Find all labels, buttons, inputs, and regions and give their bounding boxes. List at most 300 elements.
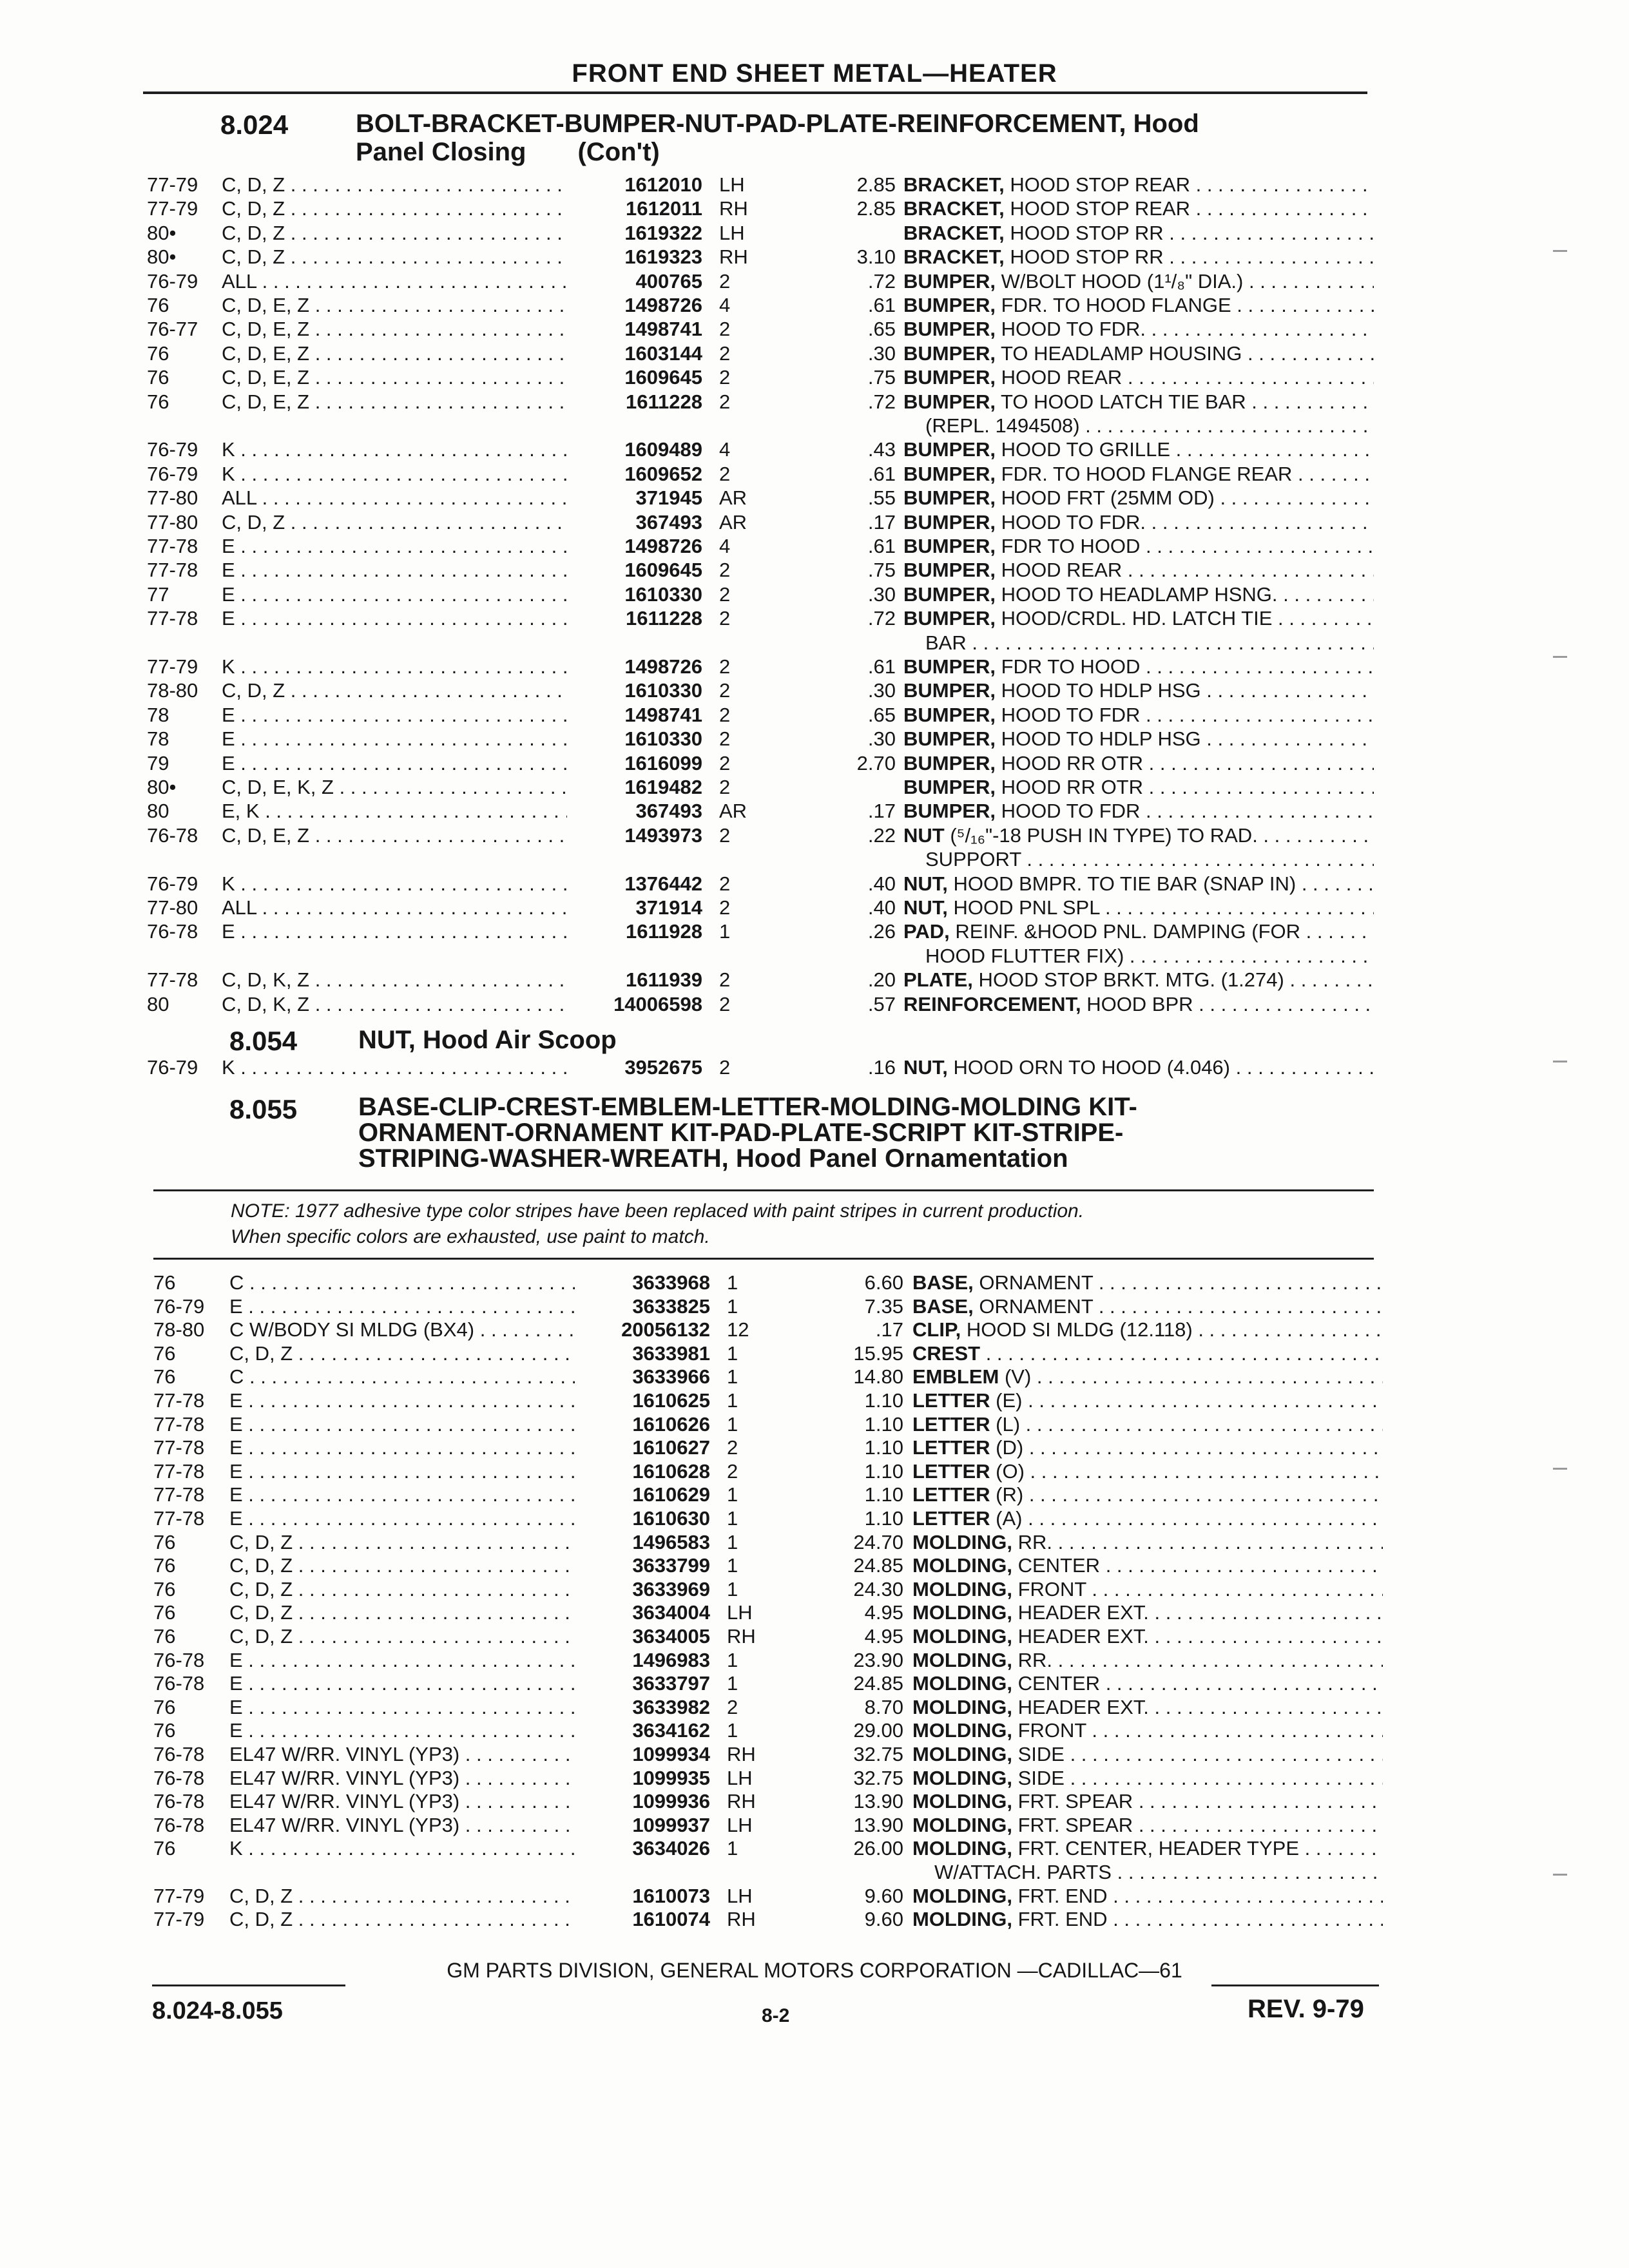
year-cell: 76-78: [147, 823, 198, 847]
description-cell: [903, 896, 1374, 919]
table-row: [0, 486, 1629, 510]
part-number-cell: 1610627: [632, 1436, 710, 1459]
part-number-cell: 1610628: [632, 1459, 710, 1483]
description-text: [980, 1342, 1383, 1365]
description-keyword: BUMPER,: [903, 318, 996, 341]
description-cell: [912, 1318, 1383, 1341]
table-row: [0, 727, 1629, 751]
description-keyword: BUMPER,: [903, 486, 996, 510]
price-cell: .20: [867, 968, 896, 992]
description-text: TO HOOD LATCH TIE BAR . . .: [996, 390, 1374, 413]
price-cell: .40: [867, 872, 896, 895]
models-cell: E . . .: [229, 1506, 575, 1530]
description-keyword: BUMPER,: [903, 607, 996, 630]
part-number-cell: 1603144: [624, 341, 702, 365]
models-cell: C, D, Z . . .: [229, 1577, 575, 1601]
description-text: FDR TO HOOD . . .: [996, 535, 1374, 557]
price-cell: 1.10: [864, 1436, 903, 1459]
description-text: (⁵/₁₆"-18 PUSH IN TYPE) TO RAD. . . .: [945, 824, 1374, 847]
quantity-cell: AR: [719, 800, 747, 823]
table-row: [0, 1742, 1629, 1766]
part-number-cell: 3633966: [632, 1365, 710, 1389]
models-cell: C, D, E, Z . . .: [222, 390, 567, 414]
quantity-cell: RH: [719, 197, 748, 220]
price-cell: 14.80: [853, 1365, 903, 1389]
price-cell: .40: [867, 896, 896, 919]
table-row: [0, 582, 1629, 606]
description-cell: [903, 823, 1374, 847]
description-keyword: BUMPER,: [903, 679, 996, 702]
price-cell: 4.95: [864, 1601, 903, 1624]
price-cell: .17: [867, 800, 896, 823]
description-text: ORNAMENT . . .: [974, 1295, 1383, 1318]
price-cell: 32.75: [853, 1766, 903, 1789]
page-header-title: FRONT END SHEET METAL—HEATER: [572, 59, 1057, 88]
description-keyword: REINFORCEMENT,: [903, 992, 1081, 1015]
description-text: SIDE . . .: [1012, 1767, 1383, 1789]
scan-mark: [1553, 1468, 1567, 1470]
table-row: [0, 1577, 1629, 1601]
quantity-cell: 2: [719, 318, 731, 341]
quantity-cell: 1: [727, 1530, 738, 1553]
table-row: [0, 1624, 1629, 1648]
part-number-cell: 1611228: [626, 607, 702, 630]
description-text: HOOD ORN TO HOOD (4.046) . . .: [948, 1056, 1374, 1079]
quantity-cell: 2: [727, 1436, 738, 1459]
price-cell: 24.85: [853, 1554, 903, 1577]
year-cell: 78-80: [153, 1318, 205, 1341]
quantity-cell: 2: [719, 992, 731, 1015]
table-row: [0, 317, 1629, 341]
quantity-cell: 2: [719, 341, 731, 365]
table-row: [0, 365, 1629, 389]
description-cell: [925, 631, 1374, 655]
description-cell: [903, 1055, 1374, 1079]
note-line: When specific colors are exhausted, use paint to match.: [231, 1226, 710, 1247]
description-text: REINF. &HOOD PNL. DAMPING (FOR . . .: [950, 920, 1374, 943]
description-text: HOOD PNL SPL . . .: [948, 896, 1374, 919]
models-cell: C W/BODY SI MLDG (BX4) . . .: [229, 1318, 575, 1341]
description-text: HOOD/CRDL. HD. LATCH TIE . . .: [996, 607, 1374, 629]
price-cell: .43: [867, 438, 896, 461]
models-cell: ALL . . .: [222, 486, 567, 510]
scan-mark: [1553, 656, 1567, 658]
quantity-cell: LH: [727, 1884, 753, 1907]
description-cell: [912, 1483, 1383, 1506]
description-cell: [912, 1624, 1383, 1648]
part-number-cell: 14006598: [613, 992, 702, 1015]
table-row: [0, 847, 1629, 871]
description-cell: [903, 678, 1374, 702]
quantity-cell: 2: [719, 1056, 731, 1079]
table-row: [0, 703, 1629, 727]
year-cell: 77-78: [153, 1483, 205, 1506]
year-cell: 76-78: [153, 1766, 205, 1789]
description-keyword: NUT,: [903, 1056, 948, 1079]
description-keyword: CREST: [912, 1341, 981, 1365]
year-cell: 76: [153, 1625, 176, 1648]
price-cell: 13.90: [853, 1813, 903, 1836]
description-keyword: BUMPER,: [903, 582, 996, 606]
part-number-cell: 3633797: [632, 1672, 710, 1695]
footer-rule-left: [152, 1984, 345, 1986]
description-text: FRONT . . .: [1012, 1578, 1383, 1600]
table-row: [0, 1483, 1629, 1506]
description-keyword: MOLDING,: [912, 1648, 1012, 1671]
models-cell: E . . .: [229, 1436, 575, 1459]
description-cell: [903, 703, 1374, 727]
description-cell: [912, 1459, 1383, 1483]
part-number-cell: 1498726: [624, 655, 702, 678]
description-text: FRT. END . . .: [1012, 1885, 1383, 1907]
quantity-cell: LH: [719, 173, 745, 196]
year-cell: 77-78: [153, 1507, 205, 1530]
description-text: HOOD TO HDLP HSG . . .: [996, 727, 1374, 750]
part-number-cell: 1376442: [624, 872, 702, 895]
description-cell: [912, 1671, 1383, 1695]
description-text: HOOD RR OTR . . .: [996, 752, 1374, 774]
quantity-cell: 4: [719, 294, 731, 316]
table-row: [0, 197, 1629, 220]
description-keyword: LETTER: [912, 1389, 990, 1412]
price-cell: .72: [867, 607, 896, 630]
quantity-cell: 1: [727, 1389, 738, 1412]
description-cell: [912, 1341, 1383, 1365]
price-cell: 23.90: [853, 1648, 903, 1671]
models-cell: K . . .: [222, 872, 567, 896]
description-text: FRT. CENTER, HEADER TYPE . . .: [1012, 1837, 1383, 1860]
quantity-cell: 2: [719, 366, 731, 389]
description-cell: [903, 534, 1374, 558]
quantity-cell: 1: [727, 1271, 738, 1294]
description-text: HOOD BPR . . .: [1081, 993, 1374, 1015]
description-cell: [925, 847, 1374, 871]
description-keyword: MOLDING,: [912, 1790, 1012, 1813]
part-number-cell: 1611928: [626, 920, 702, 943]
description-cell: [903, 462, 1374, 486]
price-cell: .17: [875, 1318, 903, 1341]
quantity-cell: RH: [719, 245, 748, 269]
table-row: [0, 1766, 1629, 1790]
footer-revision: REV. 9-79: [1248, 1995, 1364, 2023]
description-cell: [903, 437, 1374, 461]
table-row: [0, 1789, 1629, 1813]
description-cell: [903, 510, 1374, 534]
quantity-cell: 1: [727, 1412, 738, 1436]
table-row: [0, 510, 1629, 534]
table-row: [0, 462, 1629, 486]
table-row: [0, 1436, 1629, 1459]
price-cell: 9.60: [864, 1908, 903, 1931]
models-cell: E . . .: [229, 1483, 575, 1506]
part-number-cell: 1610330: [624, 679, 702, 702]
part-number-cell: 1099935: [632, 1766, 710, 1789]
description-cell: [912, 1600, 1383, 1624]
table-row: [0, 1600, 1629, 1624]
description-cell: [903, 173, 1374, 197]
description-cell: [912, 1718, 1383, 1742]
table-row: [0, 896, 1629, 919]
description-keyword: BUMPER,: [903, 800, 996, 823]
description-text: HOOD RR OTR . . .: [996, 776, 1374, 798]
year-cell: 76: [153, 1365, 176, 1389]
year-cell: 76-79: [147, 872, 198, 895]
quantity-cell: 1: [719, 920, 731, 943]
quantity-cell: 2: [719, 872, 731, 895]
description-keyword: NUT,: [903, 896, 948, 919]
year-cell: 76: [153, 1577, 176, 1600]
price-cell: 24.30: [853, 1577, 903, 1600]
description-cell: [903, 775, 1374, 799]
price-cell: .65: [867, 703, 896, 726]
year-cell: 76: [147, 341, 169, 365]
price-cell: .61: [867, 294, 896, 316]
models-cell: E . . .: [222, 751, 567, 775]
price-cell: 1.10: [864, 1459, 903, 1483]
year-cell: 76: [153, 1837, 176, 1860]
price-cell: 8.70: [864, 1695, 903, 1718]
price-cell: 2.85: [856, 197, 896, 220]
year-cell: 76-79: [147, 269, 198, 293]
description-text: HOOD STOP REAR . . .: [1005, 173, 1374, 196]
year-cell: 76-78: [153, 1672, 205, 1695]
table-row: [0, 390, 1629, 414]
description-text: FRT. END . . .: [1012, 1908, 1383, 1930]
section-title-line: BASE-CLIP-CREST-EMBLEM-LETTER-MOLDING-MOLDING KIT-: [358, 1093, 1137, 1121]
part-number-cell: 1498741: [624, 318, 702, 341]
part-number-cell: 3633982: [632, 1695, 710, 1718]
description-keyword: LETTER: [912, 1507, 990, 1530]
description-keyword: BUMPER,: [903, 776, 996, 798]
description-cell: [912, 1530, 1383, 1554]
part-number-cell: 3633969: [632, 1577, 710, 1600]
description-cell: [912, 1389, 1383, 1412]
models-cell: C, D, Z . . .: [229, 1341, 575, 1365]
description-text: HOOD TO HDLP HSG . . .: [996, 679, 1374, 702]
models-cell: C, D, K, Z . . .: [222, 968, 567, 992]
quantity-cell: 2: [719, 390, 731, 413]
models-cell: E . . .: [229, 1671, 575, 1695]
description-text: W/ATTACH. PARTS . . .: [934, 1861, 1383, 1883]
part-number-cell: 367493: [635, 800, 702, 823]
year-cell: 76: [153, 1530, 176, 1553]
description-cell: [912, 1365, 1383, 1389]
description-cell: [903, 655, 1374, 678]
table-row: [0, 799, 1629, 823]
table-row: [0, 221, 1629, 245]
models-cell: E . . .: [222, 727, 567, 751]
table-row: [0, 414, 1629, 437]
description-cell: [912, 1294, 1383, 1318]
part-number-cell: 1496583: [632, 1530, 710, 1553]
description-text: FRT. SPEAR . . .: [1012, 1814, 1383, 1836]
table-row: [0, 1318, 1629, 1341]
footer-publisher: GM PARTS DIVISION, GENERAL MOTORS CORPORATION —CADILLAC—61: [447, 1959, 1182, 1982]
models-cell: EL47 W/RR. VINYL (YP3) . . .: [229, 1742, 575, 1766]
description-keyword: LETTER: [912, 1436, 990, 1459]
description-keyword: BUMPER,: [903, 751, 996, 774]
table-row: [0, 1671, 1629, 1695]
description-text: HOOD BMPR. TO TIE BAR (SNAP IN) . . .: [948, 872, 1374, 895]
description-cell: [912, 1766, 1383, 1790]
year-cell: 76-79: [147, 1056, 198, 1079]
description-keyword: BUMPER,: [903, 269, 996, 293]
part-number-cell: 1619323: [624, 245, 702, 269]
year-cell: 77-78: [153, 1412, 205, 1436]
quantity-cell: 2: [719, 462, 731, 485]
description-text: HOOD FLUTTER FIX) . . .: [925, 945, 1374, 967]
description-cell: [912, 1813, 1383, 1837]
year-cell: 77-78: [153, 1436, 205, 1459]
table-row: [0, 558, 1629, 582]
models-cell: E . . .: [222, 558, 567, 582]
part-number-cell: 1619482: [624, 776, 702, 798]
part-number-cell: 3634162: [632, 1719, 710, 1742]
price-cell: .72: [867, 390, 896, 413]
description-cell: [912, 1553, 1383, 1577]
price-cell: .75: [867, 559, 896, 582]
year-cell: 80: [147, 992, 169, 1015]
description-cell: [912, 1412, 1383, 1436]
description-keyword: BRACKET,: [903, 245, 1005, 269]
quantity-cell: 2: [727, 1695, 738, 1718]
footer-rule-right: [1211, 1984, 1379, 1986]
part-number-cell: 1099936: [632, 1790, 710, 1813]
part-number-cell: 371914: [635, 896, 702, 919]
section-title-line: NUT, Hood Air Scoop: [358, 1026, 617, 1054]
year-cell: 77-78: [147, 559, 198, 582]
description-text: HOOD TO HEADLAMP HSNG. . . .: [996, 583, 1374, 606]
price-cell: .30: [867, 341, 896, 365]
table-row: [0, 823, 1629, 847]
description-cell: [925, 944, 1374, 968]
scan-mark: [1553, 1874, 1567, 1876]
table-row: [0, 245, 1629, 269]
table-row: [0, 534, 1629, 558]
scan-mark: [1553, 250, 1567, 252]
table-row: [0, 606, 1629, 630]
description-text: (R) . . .: [990, 1483, 1383, 1506]
price-cell: 6.60: [864, 1271, 903, 1294]
quantity-cell: 1: [727, 1483, 738, 1506]
year-cell: 77-80: [147, 896, 198, 919]
models-cell: C, D, E, Z . . .: [222, 823, 567, 847]
price-cell: 3.10: [856, 245, 896, 269]
models-cell: E . . .: [222, 534, 567, 558]
quantity-cell: 1: [727, 1294, 738, 1318]
part-number-cell: 1611228: [626, 390, 702, 413]
description-keyword: MOLDING,: [912, 1625, 1012, 1648]
description-text: (O) . . .: [990, 1460, 1383, 1483]
part-number-cell: 1612010: [624, 173, 702, 196]
description-cell: [903, 799, 1374, 823]
section-title: [358, 1094, 1137, 1171]
year-cell: 78-80: [147, 679, 198, 702]
part-number-cell: 1609645: [624, 366, 702, 389]
description-keyword: MOLDING,: [912, 1530, 1012, 1553]
section-number: 8.054: [229, 1026, 298, 1056]
description-text: BAR . . .: [925, 631, 1374, 654]
part-number-cell: 1612011: [626, 197, 702, 220]
price-cell: 2.85: [856, 173, 896, 196]
description-keyword: BUMPER,: [903, 510, 996, 533]
models-cell: C . . .: [229, 1365, 575, 1389]
description-cell: [903, 293, 1374, 317]
price-cell: 13.90: [853, 1790, 903, 1813]
quantity-cell: 1: [727, 1507, 738, 1530]
table-row: [0, 1695, 1629, 1719]
description-text: (REPL. 1494508) . . .: [925, 414, 1374, 437]
part-number-cell: 1610073: [632, 1884, 710, 1907]
description-keyword: MOLDING,: [912, 1766, 1012, 1789]
year-cell: 76-78: [147, 920, 198, 943]
part-number-cell: 1498726: [624, 535, 702, 557]
table-row: [0, 944, 1629, 968]
models-cell: C, D, Z . . .: [222, 197, 567, 220]
description-text: CENTER . . .: [1012, 1672, 1383, 1695]
description-cell: [912, 1271, 1383, 1294]
description-text: (E) . . .: [990, 1389, 1383, 1412]
description-keyword: PLATE,: [903, 968, 973, 992]
description-keyword: MOLDING,: [912, 1884, 1012, 1907]
description-cell: [903, 872, 1374, 896]
description-text: CENTER . . .: [1012, 1554, 1383, 1577]
year-cell: 78: [147, 703, 169, 726]
quantity-cell: 2: [719, 679, 731, 702]
table-row: [0, 1884, 1629, 1908]
table-row: [0, 751, 1629, 775]
description-text: HOOD REAR . . .: [996, 366, 1374, 389]
description-text: HEADER EXT. . . .: [1012, 1601, 1383, 1624]
description-text: HOOD STOP BRKT. MTG. (1.274) . . .: [973, 968, 1374, 991]
description-text: RR. . . .: [1012, 1649, 1383, 1671]
models-cell: E . . .: [229, 1695, 575, 1719]
quantity-cell: AR: [719, 486, 747, 510]
table-row: [0, 1860, 1629, 1884]
part-number-cell: 1619322: [624, 221, 702, 244]
quantity-cell: 1: [727, 1577, 738, 1600]
year-cell: 76-79: [147, 462, 198, 485]
part-number-cell: 1610630: [632, 1507, 710, 1530]
quantity-cell: 1: [727, 1648, 738, 1671]
models-cell: C, D, Z . . .: [222, 245, 567, 269]
description-cell: [903, 751, 1374, 775]
part-number-cell: 3633981: [632, 1341, 710, 1365]
section-title-line: [356, 138, 1199, 166]
price-cell: .61: [867, 462, 896, 485]
section-title-part: Panel Closing: [356, 138, 526, 166]
description-text: FDR TO HOOD . . .: [996, 655, 1374, 678]
description-keyword: BUMPER,: [903, 366, 996, 389]
quantity-cell: RH: [727, 1908, 756, 1931]
models-cell: C, D, Z . . .: [222, 173, 567, 197]
description-cell: [925, 414, 1374, 437]
description-cell: [903, 365, 1374, 389]
year-cell: 77-80: [147, 510, 198, 533]
description-keyword: BUMPER,: [903, 535, 996, 557]
description-keyword: EMBLEM: [912, 1365, 999, 1389]
table-row: [0, 1553, 1629, 1577]
models-cell: C, D, Z . . .: [229, 1907, 575, 1931]
description-keyword: LETTER: [912, 1459, 990, 1483]
models-cell: E . . .: [229, 1389, 575, 1412]
year-cell: 77: [147, 582, 169, 606]
description-cell: [903, 269, 1374, 293]
models-cell: C, D, E, Z . . .: [222, 341, 567, 365]
year-cell: 76: [153, 1695, 176, 1718]
part-number-cell: 1609645: [624, 559, 702, 582]
table-row: [0, 1648, 1629, 1672]
